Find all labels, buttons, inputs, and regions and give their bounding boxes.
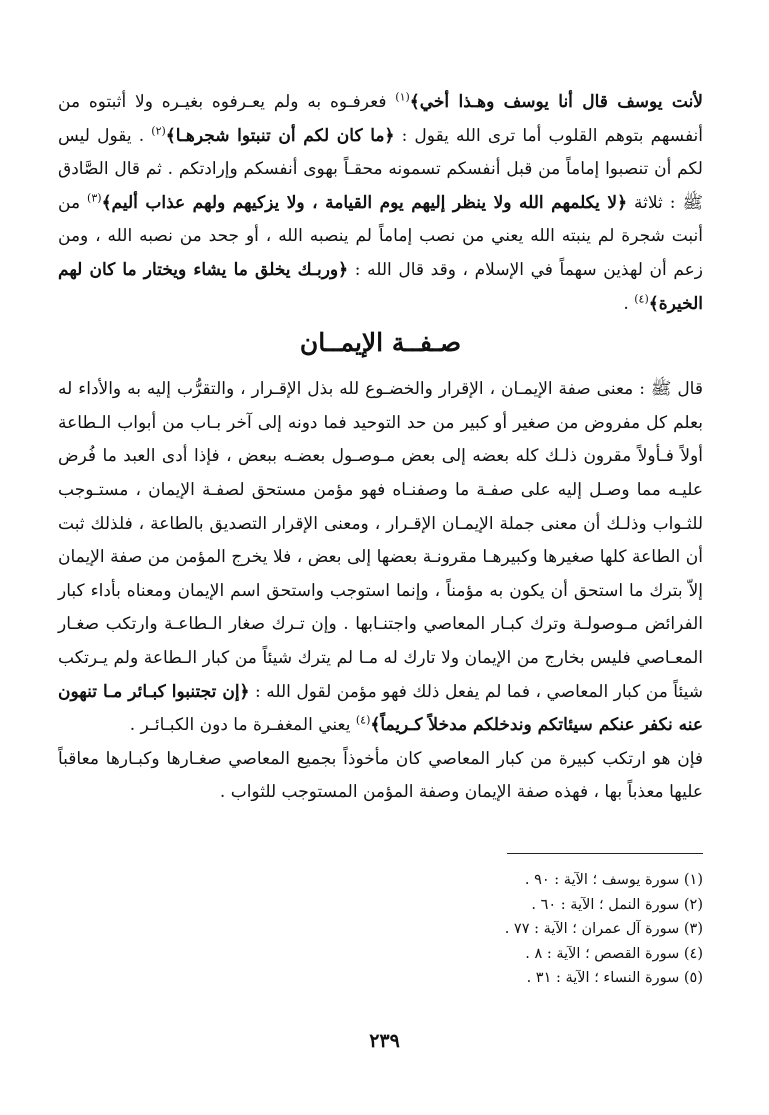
page-body (58, 86, 703, 810)
footnote-item: (٢) سورة النمل ؛ الآية : ٦٠ . (531, 896, 703, 913)
section-heading: صـفــة الإيمــان (299, 328, 462, 358)
paragraph-text: من أنبت شجرة لم ينبته الله يعني من نصب إماماً لم ينصبه الله ، أو جحد من نصبه الله ، ومن زعم أن لهذين سهماً في الإسلام ، وقد قال الله : (58, 192, 704, 280)
footnote-ref-5: (٤) (355, 713, 371, 727)
footnote-ref-1: (١) (395, 90, 410, 104)
footnote-ref-3: (٣) (87, 191, 102, 205)
paragraph-text: فعرفـوه به ولم يعـرفوه بغيـره ولا أثبتوه من أنفسهم بتوهم القلوب أما ترى الله يقول : (58, 92, 703, 146)
footnote-item: (١) سورة يوسف ؛ الآية : ٩٠ . (524, 872, 703, 888)
paragraph-text: . يقول ليس لكم أن تنصبوا إماماً من قبل أنفسكم تسمونه محقـاً بهوى أنفسكم وإرادتكم . ثم قال الصَّادق ﷺ : ثلاثة (58, 125, 703, 213)
paragraph-text: قال ﷺ : معنى صفة الإيمـان ، الإقرار والخضـوع لله بذل الإقـرار ، والتقرُّب إليه به والأداء له بعلم كل مفروض من صغير أو كبير من حد التوحيد فما دونه إلى آخر بـاب من أبواب الـطاعة أولاً فـأولاً مقرون ذلـك كله بعضه إلى بعض مـوصـول بعضـه ببعض ، فإذا أدى العبد ما فُرض عليـه مما وصـل إليه على صفـة ما وصفنـاه فهو مؤمن مستحق لصفـة الإيمان ، مستـوجب للثـواب وذلـك أن معنى جملة الإيمـان الإقـرار ، ومعنى الإقرار التصديق بالطاعة ، فلذلك ثبت أن الطاعة كلها صغيرها وكبيرهـا مقرونـة بعضها إلى بعض ، فلا يخرج المؤمن من صفة الإيمان إلاّ بترك ما استحق أن يكون به مؤمناً ، وإنما استوجب واستحق اسم الإيمان ومعناه بأداء كبار الفرائض مـوصولـة وترك كبـار المعاصي واجتنـابها . وإن تـرك صغار الـطاعـة وارتكب صغـار المعـاصي فليس بخارج من الإيمان ولا تارك له مـا لم يترك شيئاً من كبار الـطاعة ولم يـرتكب شيئاً من كبار المعاصي ، فما لم يفعل ذلك فهو مؤمن لقول الله : (58, 379, 703, 702)
quote-verse-nisa: ﴿إن تجتنبوا كبـائر مـا تنهون عنه نكفر عنكم سيئاتكم وندخلكم مدخلاً كـريماً﴾ (58, 681, 703, 736)
quote-verse-al-imran: ﴿لا يكلمهم الله ولا ينظر إليهم يوم القيامة ، ولا يزكيهم ولهم عذاب أليم﴾ (101, 192, 628, 213)
footnote-item: (٥) سورة النساء ؛ الآية : ٣١ . (526, 970, 703, 986)
page-number: ٢٣٩ (369, 1030, 400, 1052)
footnote-ref-2: (٢) (151, 123, 166, 137)
footnote-divider (507, 853, 703, 854)
quote-verse-qasas: ﴿وربـك يخلق ما يشاء ويختار ما كان لهم الخيرة﴾ (58, 259, 703, 314)
footnote-ref-4: (٤) (634, 291, 649, 305)
quote-verse-naml: ﴿ما كان لكم أن تنبتوا شجرهـا﴾ (165, 125, 395, 146)
quote-verse-yusuf: لأنت يوسف قال أنا يوسف وهـذا أخي﴾ (409, 92, 703, 112)
footnote-item: (٤) سورة القصص ؛ الآية : ٨ . (525, 945, 703, 962)
paragraph-text: يعني المغفـرة ما دون الكبـائـر . (129, 715, 356, 736)
paragraph-closing: فإن هو ارتكب كبيرة من كبار المعاصي كان مأخوذاً بجميع المعاصي صغـارها وكبـارها معاقباً عليها معذباً بها ، فهذه صفة الإيمان وصفة المؤمن المستوجب للثواب . (58, 748, 703, 803)
footnote-item: (٣) سورة آل عمران ؛ الآية : ٧٧ . (504, 921, 703, 937)
footnotes (303, 868, 703, 991)
paragraph-faith-description (58, 373, 703, 743)
paragraph-text: . (623, 293, 635, 314)
paragraph-opening (58, 86, 703, 321)
